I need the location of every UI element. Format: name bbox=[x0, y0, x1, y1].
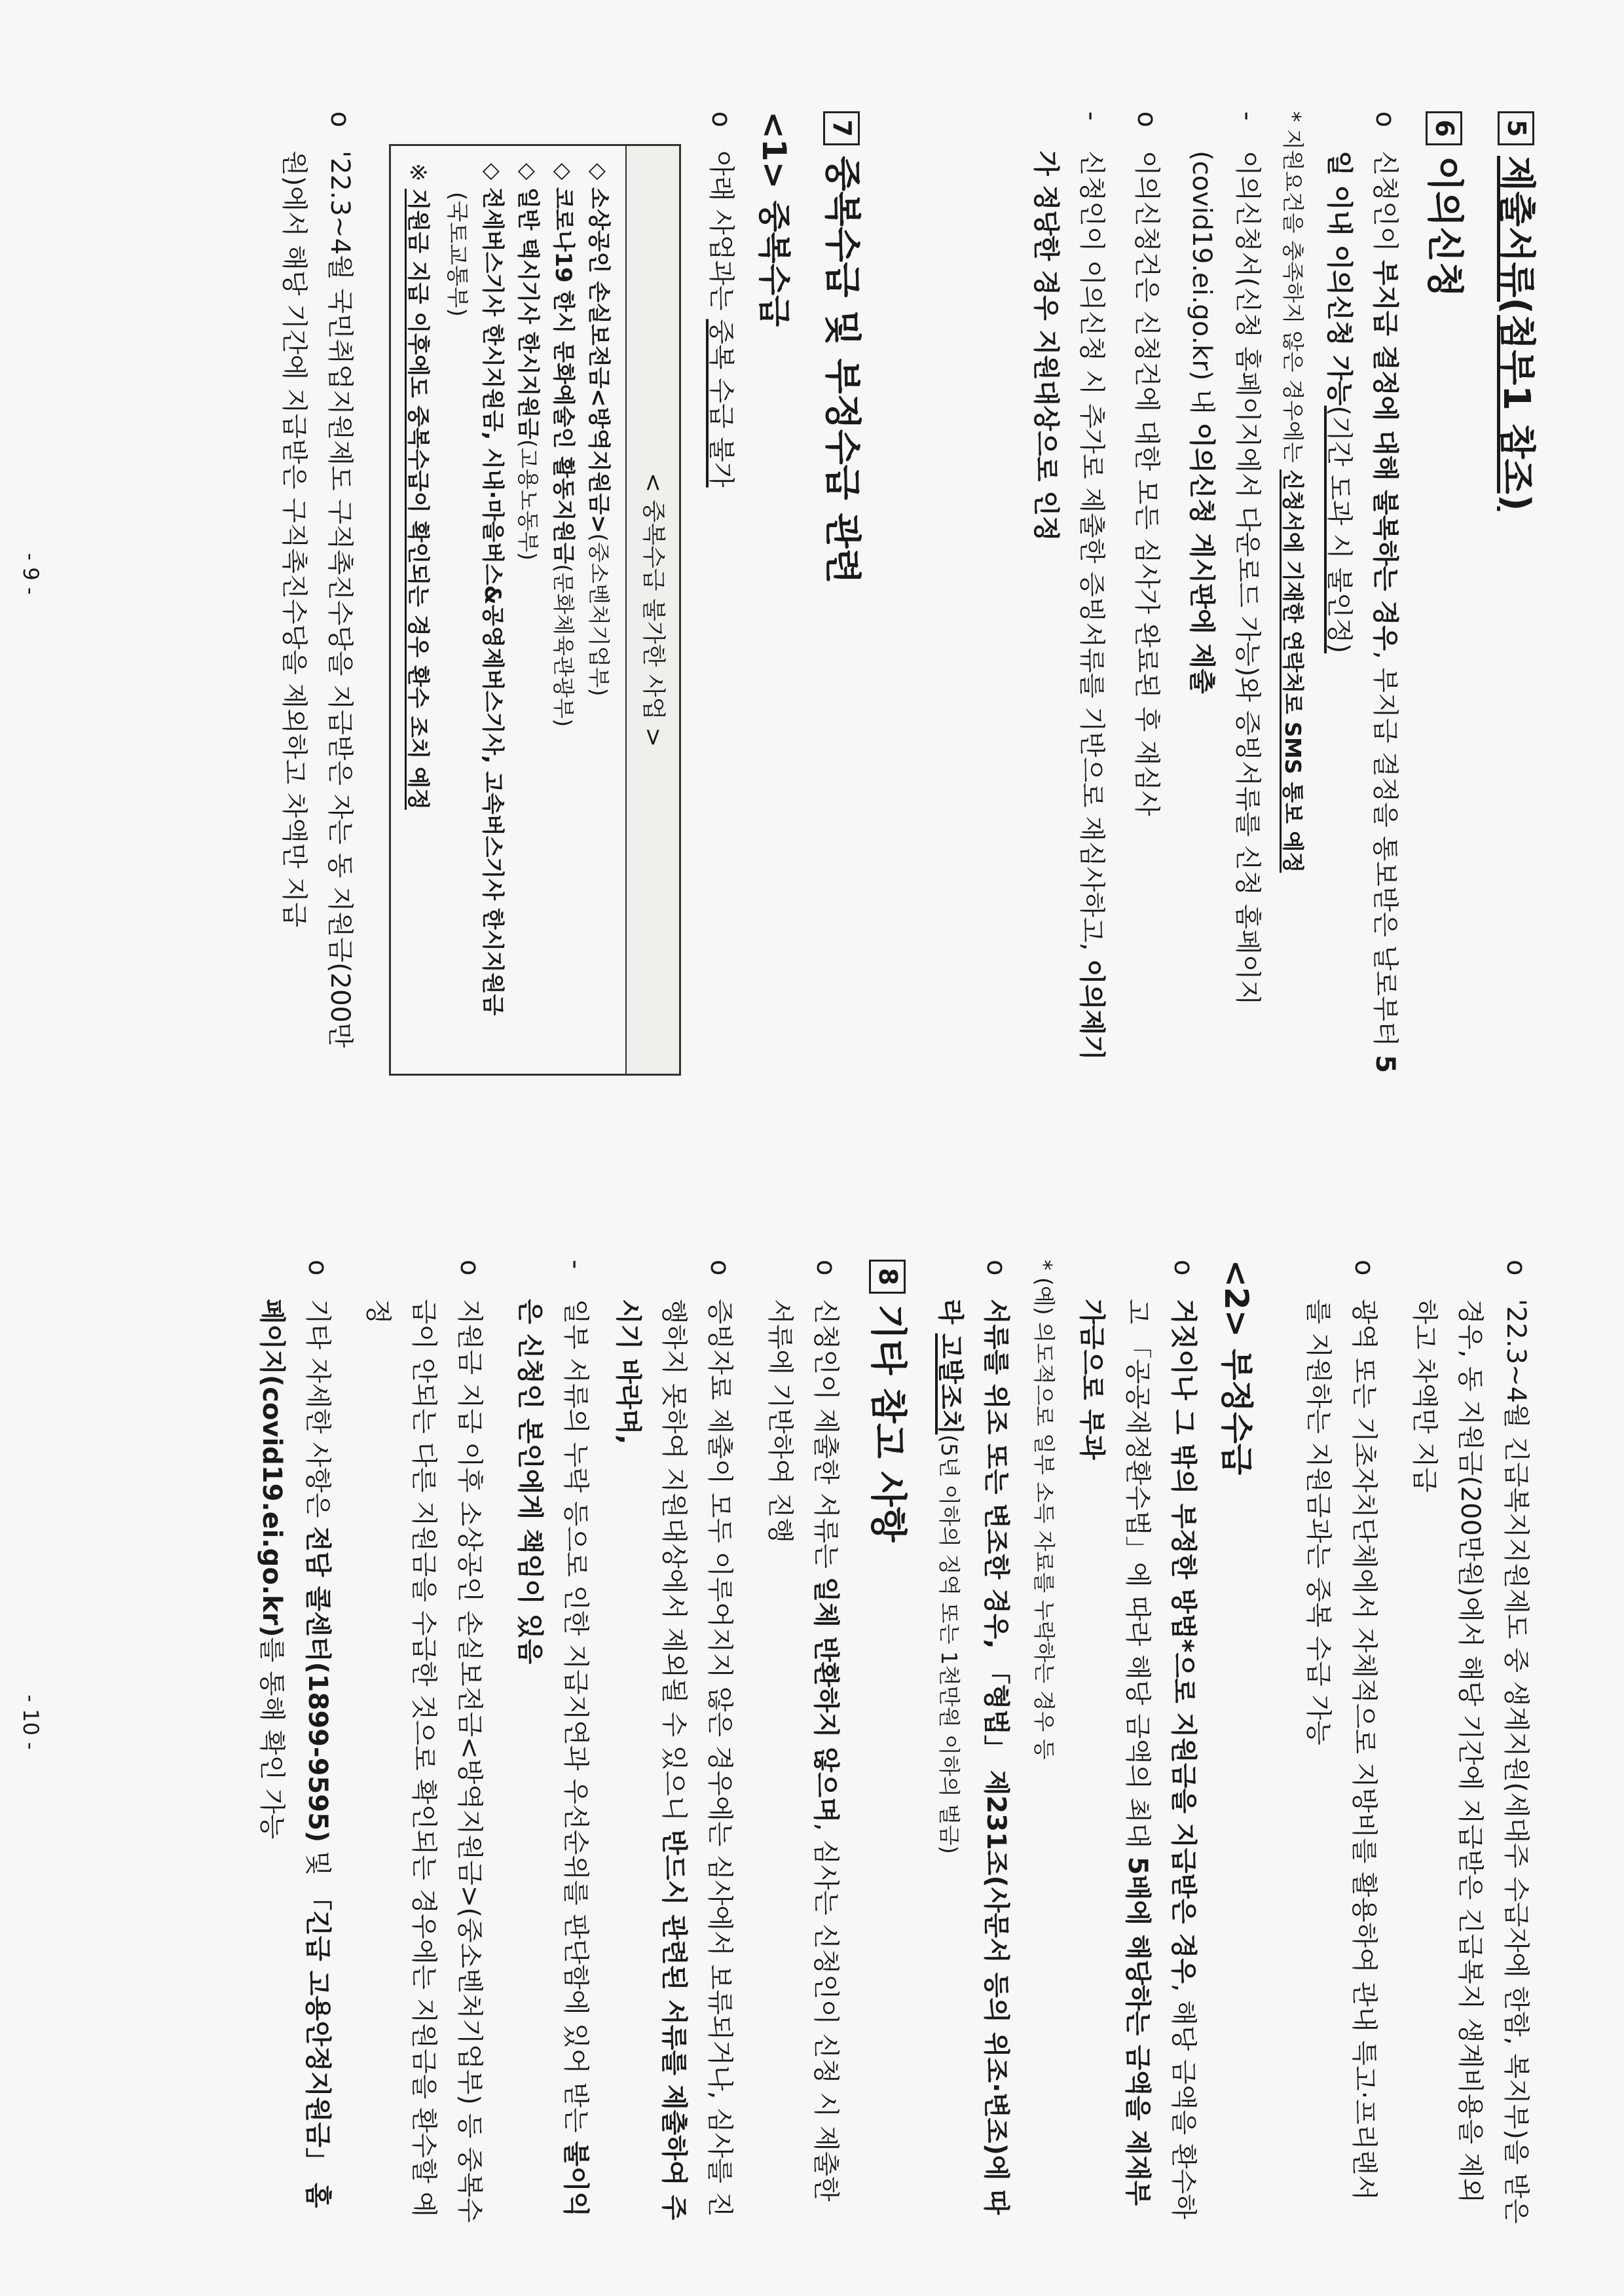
box-note: ※ 지원금 지급 이후에도 중복수급이 확인되는 경우 환수 조치 예정 bbox=[405, 163, 431, 810]
list-item: o신청인이 제출한 서류는 일체 반환하지 않으며, 심사는 신청인이 신청 시 제출한 서류에 기반하여 진행 bbox=[765, 1260, 841, 2202]
list-item: o아래 사업과는 중복 수급 불가 bbox=[706, 111, 736, 488]
section-number: 6 bbox=[1426, 111, 1462, 145]
section-title: 중복수급 및 부정수급 관련 bbox=[821, 156, 863, 584]
subsection-title: <1> 중복수급 bbox=[755, 111, 793, 327]
section-8 bbox=[249, 1260, 910, 2224]
note: * (예) 의도적으로 일부 소득 자료를 누락하는 경우 등 bbox=[1031, 1260, 1057, 1760]
box-item: ◇ 소상공인 손실보전금<방역지원금>(중소벤처기업부) bbox=[585, 163, 612, 697]
box-item: ◇ 코로나19 한시 문화예술인 활동지원금(문화체육관광부) bbox=[550, 163, 576, 727]
section-title: 제출서류(첨부1 참조) bbox=[1495, 156, 1538, 511]
list-item: o신청인이 부지급 결정에 대해 불복하는 경우, 부지급 결정을 통보받은 날로부터 5일 이내 이의신청 가능(기간 도과 시 불인정) bbox=[1324, 111, 1400, 1074]
subsection-title: <2> 부정수급 bbox=[1217, 1260, 1255, 1476]
section-title: 이의신청 bbox=[1423, 156, 1466, 298]
page-number: - 9 - bbox=[18, 553, 43, 595]
ineligible-programs-box bbox=[389, 144, 681, 1076]
list-item: -신청인이 이의신청 시 추가로 제출한 증빙서류를 기반으로 재심사하고, 이의제기가 정당한 경우 지원대상으로 인정 bbox=[1031, 111, 1107, 1061]
box-title: < 중복수급 불가한 사업 > bbox=[625, 146, 679, 1074]
section-6-body bbox=[1023, 111, 1408, 1076]
section-5 bbox=[1493, 111, 1539, 1076]
list-item: o'22.3~4월 국민취업지원제도 구직촉진수당을 지급받은 자는 동 지원금(200만원)에서 해당 기간에 지급받은 구직촉진수당을 제외하고 차액만 지급 bbox=[279, 111, 355, 1048]
section-number: 8 bbox=[869, 1260, 906, 1294]
box-item: ◇ 일반 택시기사 한시지원금(고용노동부) bbox=[515, 163, 541, 561]
list-item: o기타 자세한 사항은 전담 콜센터(1899-9595) 및 「긴급 고용안정지원금」 홈페이지(covid19.ei.go.kr)를 통해 확인 가능 bbox=[257, 1260, 333, 2208]
list-item: o증빙자료 제출이 모두 이루어지지 않은 경우에는 심사에서 보류되거나, 심사를 진행하지 못하여 지원대상에서 제외될 수 있으니 반드시 관련된 서류를 제출하여 주시기 바라며, bbox=[613, 1260, 735, 2221]
note: * 지원요건을 충족하지 않은 경우에는 신청서에 기재한 연락처로 SMS 통보 예정 bbox=[1280, 111, 1306, 873]
list-item: -일부 서류의 누락 등으로 인한 지급지연과 우선순위를 판단함에 있어 받는 불이익은 신청인 본인에게 책임이 있음 bbox=[515, 1260, 591, 2217]
list-item: o지원금 지급 이후 소상공인 손실보전금<방역지원금>(중소벤처기업부) 등 중복수급이 안되는 다른 지원금을 수급한 것으로 확인되는 경우에는 지원금을 환수할 예정 bbox=[363, 1260, 485, 2223]
section-6 bbox=[1421, 111, 1467, 1076]
list-item: -이의신청서(신청 홈페이지에서 다운로드 가능)와 증빙서류를 신청 홈페이지(covid19.ei.go.kr) 내 이의신청 게시판에 제출 bbox=[1187, 111, 1263, 1006]
list-item: o'22.3~4월 긴급복지지원제도 중 생계지원(세대주 수급자에 한함, 복지부)을 받은 경우, 동 지원금(200만원)에서 해당 기간에 지급받은 긴급복지 생계비용을 제외하고 차액만 지급 bbox=[1409, 1260, 1531, 2224]
duplicate-cont bbox=[1295, 1260, 1539, 2224]
section-number: 5 bbox=[1498, 111, 1534, 145]
box-item-ministry: (국토교통부) bbox=[444, 192, 470, 317]
section-number: 7 bbox=[823, 111, 860, 145]
list-item: o이의신청건은 신청건에 대한 모든 심사가 완료된 후 재심사 bbox=[1132, 111, 1162, 816]
page-number: - 10 - bbox=[18, 1694, 43, 1750]
list-item: o광역 또는 기초자치단체에서 자체적으로 지방비를 활용하여 관내 특고·프리랜서를 지원하는 지원금과는 중복 수급 가능 bbox=[1303, 1260, 1379, 2200]
page-10 bbox=[0, 1148, 1624, 2296]
list-item: o거짓이나 그 밖의 부정한 방법*으로 지원금을 지급받은 경우, 해당 금액을 환수하고 「공공재정환수법」에 따라 해당 금액의 최대 5배에 해당하는 금액을 제재부가금으로 부과 bbox=[1077, 1260, 1198, 2219]
section-title: 기타 참고 사항 bbox=[866, 1304, 909, 1542]
section-7 bbox=[271, 111, 864, 1076]
improper-receipt bbox=[926, 1260, 1257, 2224]
list-item: o서류를 위조 또는 변조한 경우, 「형법」 제231조(사문서 등의 위조·변조)에 따라 고발조치(5년 이하의 징역 또는 1천만원 이하의 벌금) bbox=[935, 1260, 1011, 2215]
box-item: ◇ 전세버스기사 한시지원금, 시내·마을버스&공영제버스기사, 고속버스기사 한시지원금 bbox=[479, 163, 506, 1016]
